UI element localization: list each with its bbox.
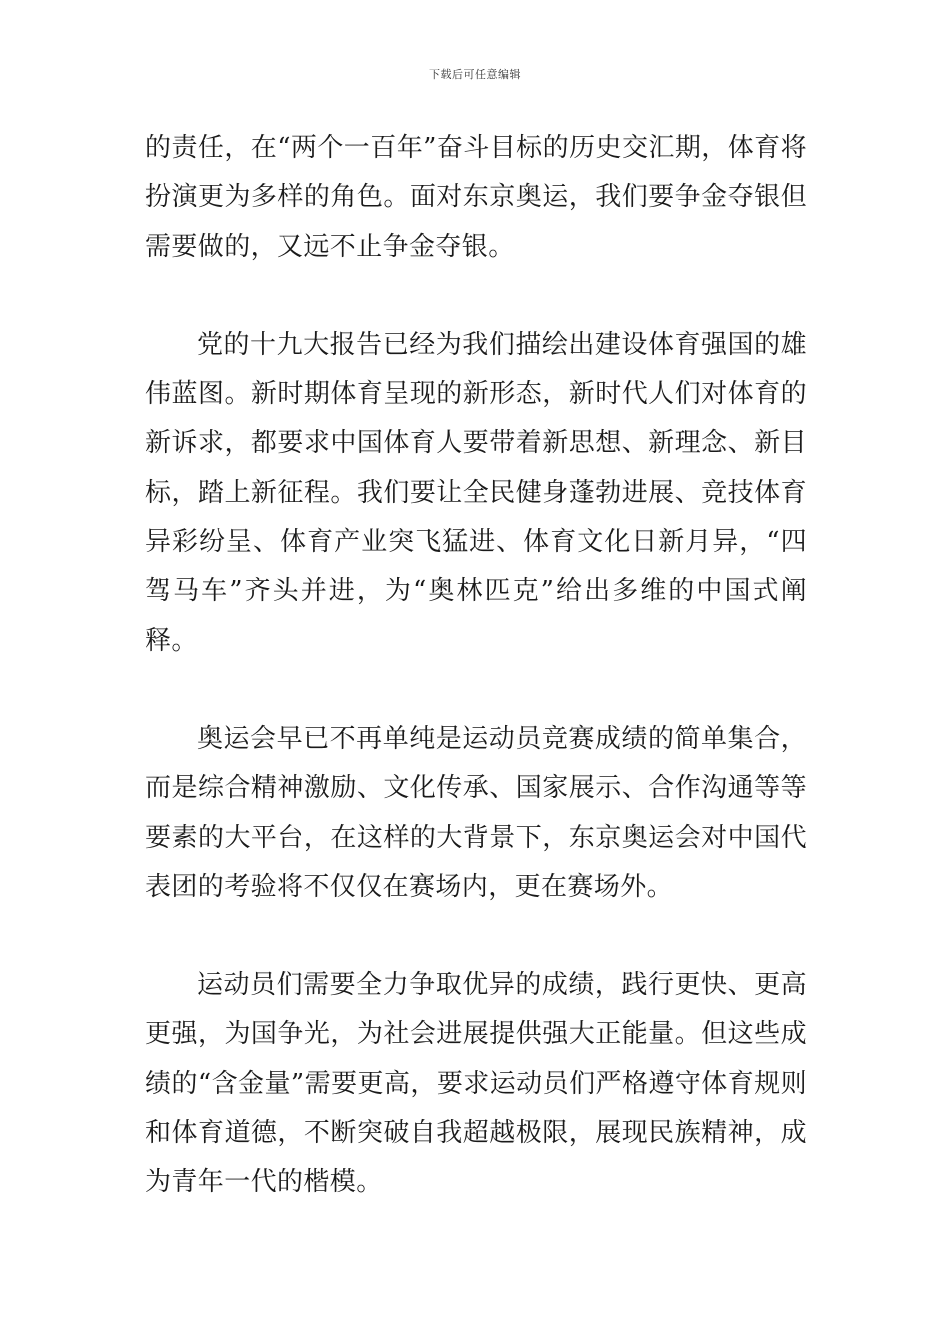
paragraph-gap xyxy=(145,272,807,321)
paragraph-gap xyxy=(145,912,807,961)
paragraph-sports-power: 党的十九大报告已经为我们描绘出建设体育强国的雄伟蓝图。新时期体育呈现的新形态，新时代人们对体育的新诉求，都要求中国体育人要带着新思想、新理念、新目标，踏上新征程。我们要让全民健身蓬勃进展、竞技体育异彩纷呈、体育产业突飞猛进、体育文化日新月异，“四驾马车”齐头并进，为“奥林匹克”给出多维的中国式阐释。 xyxy=(145,329,807,656)
document-body xyxy=(145,124,807,1208)
paragraph-athletes: 运动员们需要全力争取优异的成绩，践行更快、更高更强，为国争光，为社会进展提供强大正能量。但这些成绩的“含金量”需要更高，要求运动员们严格遵守体育规则和体育道德，不断突破自我超越极限，展现民族精神，成为青年一代的楷模。 xyxy=(145,970,807,1198)
page-header: 下载后可任意编辑 xyxy=(429,68,521,81)
paragraph-continuation: 的责任，在“两个一百年”奋斗目标的历史交汇期，体育将扮演更为多样的角色。面对东京奥运，我们要争金夺银但需要做的，又远不止争金夺银。 xyxy=(145,133,807,262)
paragraph-olympics-platform: 奥运会早已不再单纯是运动员竞赛成绩的简单集合，而是综合精神激励、文化传承、国家展示、合作沟通等等要素的大平台，在这样的大背景下，东京奥运会对中国代表团的考验将不仅仅在赛场内，更在赛场外。 xyxy=(145,723,807,902)
paragraph-gap xyxy=(145,666,807,715)
